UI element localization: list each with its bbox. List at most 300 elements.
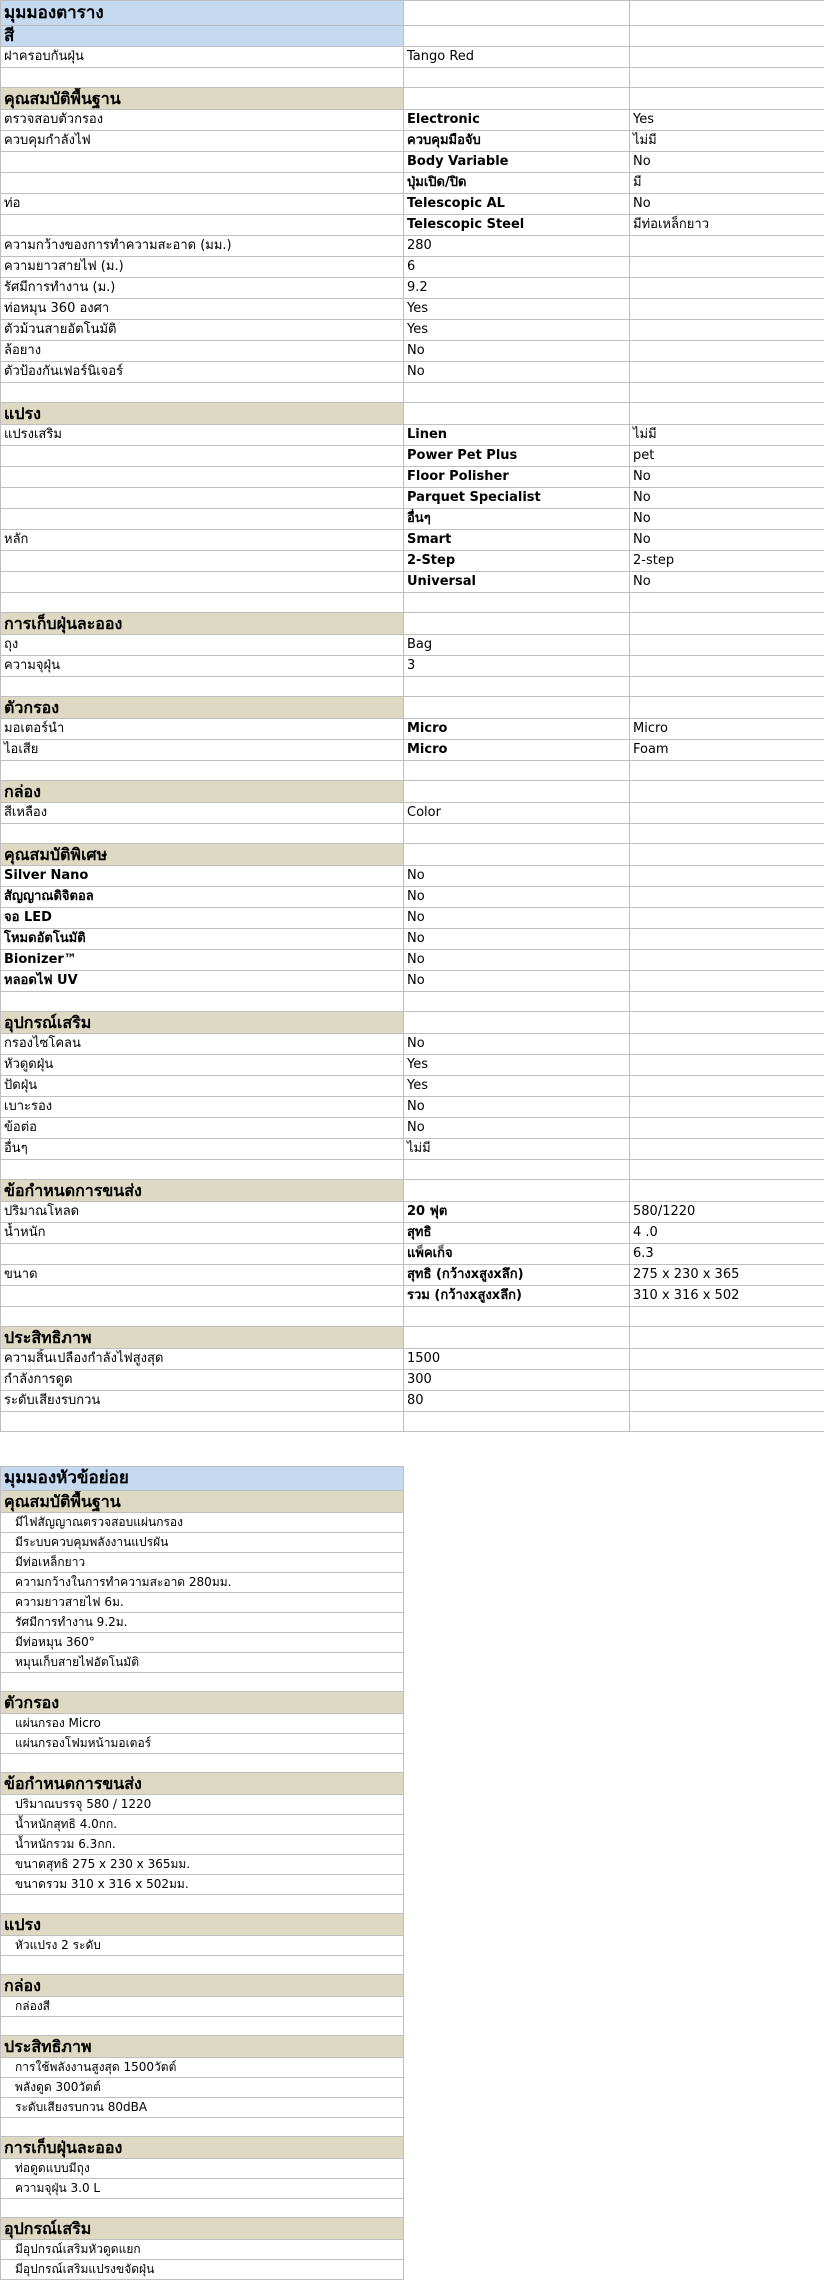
row-detail-cell[interactable]: No <box>630 152 824 173</box>
subtopic-item-cell[interactable]: หมุนเก็บสายไฟอัตโนมัติ <box>1 1653 404 1673</box>
row-value-cell[interactable]: 1500 <box>404 1349 630 1370</box>
row-detail-cell[interactable] <box>630 1412 824 1432</box>
row-label-cell[interactable]: รัศมีการทำงาน (ม.) <box>1 278 404 299</box>
subtopic-section-header[interactable]: ตัวกรอง <box>1 1692 404 1714</box>
table-row <box>1 341 824 362</box>
section-header[interactable]: คุณสมบัติพิเศษ <box>1 844 404 866</box>
row-detail-cell[interactable] <box>630 1034 824 1055</box>
subtopic-section-header-row <box>1 1975 404 1997</box>
row-detail-cell[interactable] <box>630 278 824 299</box>
row-value-cell[interactable] <box>404 593 630 613</box>
row-detail-cell[interactable]: Micro <box>630 719 824 740</box>
row-label-cell[interactable]: ขนาด <box>1 1265 404 1286</box>
subtopic-item-cell[interactable] <box>1 1754 404 1773</box>
row-label-cell[interactable]: กรองไซโคลน <box>1 1034 404 1055</box>
row-value-cell[interactable]: สุทธิ (กว้างxสูงxลึก) <box>404 1265 630 1286</box>
row-value-cell[interactable]: Tango Red <box>404 47 630 68</box>
row-detail-cell[interactable] <box>630 656 824 677</box>
row-detail-cell[interactable] <box>630 47 824 68</box>
row-value-cell[interactable]: ควบคุมมือจับ <box>404 131 630 152</box>
row-detail-cell[interactable] <box>630 68 824 88</box>
row-value-cell[interactable]: Yes <box>404 299 630 320</box>
subtopic-section-header[interactable]: การเก็บฝุ่นละออง <box>1 2137 404 2159</box>
row-value-cell[interactable] <box>404 824 630 844</box>
empty-cell[interactable] <box>404 26 630 47</box>
row-detail-cell[interactable] <box>630 908 824 929</box>
empty-cell[interactable] <box>404 844 630 866</box>
row-detail-cell[interactable] <box>630 866 824 887</box>
subtopic-item-cell[interactable]: ความยาวสายไฟ 6ม. <box>1 1593 404 1613</box>
row-label-cell[interactable] <box>1 446 404 467</box>
row-label-cell[interactable]: ปริมาณโหลด <box>1 1202 404 1223</box>
table-row <box>1 1076 824 1097</box>
section-header[interactable]: ประสิทธิภาพ <box>1 1327 404 1349</box>
subtopic-section-header[interactable]: ข้อกำหนดการขนส่ง <box>1 1773 404 1795</box>
empty-cell[interactable] <box>404 1180 630 1202</box>
row-detail-cell[interactable] <box>630 383 824 403</box>
row-label-cell[interactable]: Silver Nano <box>1 866 404 887</box>
section-header[interactable]: การเก็บฝุ่นละออง <box>1 613 404 635</box>
row-label-cell[interactable] <box>1 215 404 236</box>
row-label-cell[interactable]: หัวดูดฝุ่น <box>1 1055 404 1076</box>
subtopic-section-header-row <box>1 1491 404 1513</box>
row-value-cell[interactable]: No <box>404 1034 630 1055</box>
subtopic-view <box>0 1466 404 2280</box>
empty-cell[interactable] <box>630 1327 824 1349</box>
row-value-cell[interactable]: ไม่มี <box>404 1139 630 1160</box>
row-value-cell[interactable]: Yes <box>404 320 630 341</box>
row-detail-cell[interactable] <box>630 1307 824 1327</box>
subtopic-item-cell[interactable]: ท่อดูดแบบมีถุง <box>1 2159 404 2179</box>
empty-cell[interactable] <box>630 697 824 719</box>
row-detail-cell[interactable]: Yes <box>630 110 824 131</box>
table-row <box>1 362 824 383</box>
section-header[interactable]: ข้อกำหนดการขนส่ง <box>1 1180 404 1202</box>
row-detail-cell[interactable] <box>630 1349 824 1370</box>
subtopic-section-header[interactable]: อุปกรณ์เสริม <box>1 2218 404 2240</box>
row-detail-cell[interactable]: No <box>630 467 824 488</box>
row-value-cell[interactable]: 300 <box>404 1370 630 1391</box>
row-value-cell[interactable]: 280 <box>404 236 630 257</box>
empty-cell[interactable] <box>630 403 824 425</box>
row-label-cell[interactable]: หลอดไฟ UV <box>1 971 404 992</box>
row-value-cell[interactable]: Telescopic Steel <box>404 215 630 236</box>
table-view-title[interactable]: มุมมองตาราง <box>1 1 404 26</box>
section-header-row <box>1 88 824 110</box>
empty-cell[interactable] <box>630 613 824 635</box>
empty-cell[interactable] <box>404 1012 630 1034</box>
row-label-cell[interactable] <box>1 572 404 593</box>
row-detail-cell[interactable] <box>630 1160 824 1180</box>
row-value-cell[interactable]: Body Variable <box>404 152 630 173</box>
row-value-cell[interactable]: 3 <box>404 656 630 677</box>
row-value-cell[interactable]: No <box>404 929 630 950</box>
empty-cell[interactable] <box>630 88 824 110</box>
row-detail-cell[interactable]: 4 .0 <box>630 1223 824 1244</box>
row-detail-cell[interactable]: 6.3 <box>630 1244 824 1265</box>
row-label-cell[interactable]: ตรวจสอบตัวกรอง <box>1 110 404 131</box>
subtopic-item-cell[interactable]: รัศมีการทำงาน 9.2ม. <box>1 1613 404 1633</box>
row-detail-cell[interactable] <box>630 761 824 781</box>
list-item <box>1 1653 404 1673</box>
list-item <box>1 1936 404 1956</box>
row-value-cell[interactable] <box>404 68 630 88</box>
row-value-cell[interactable]: ปุ่มเปิด/ปิด <box>404 173 630 194</box>
row-label-cell[interactable] <box>1 551 404 572</box>
subtopic-item-cell[interactable]: การใช้พลังงานสูงสุด 1500วัตต์ <box>1 2058 404 2078</box>
row-label-cell[interactable]: ความสิ้นเปลืองกำลังไฟสูงสุด <box>1 1349 404 1370</box>
row-value-cell[interactable]: Telescopic AL <box>404 194 630 215</box>
row-label-cell[interactable] <box>1 1160 404 1180</box>
list-item <box>1 1613 404 1633</box>
subtopic-section-header[interactable]: คุณสมบัติพื้นฐาน <box>1 1491 404 1513</box>
row-detail-cell[interactable]: No <box>630 488 824 509</box>
row-detail-cell[interactable]: 580/1220 <box>630 1202 824 1223</box>
row-value-cell[interactable]: Smart <box>404 530 630 551</box>
empty-cell[interactable] <box>630 26 824 47</box>
table-row <box>1 1370 824 1391</box>
row-value-cell[interactable]: Linen <box>404 425 630 446</box>
subtopic-section-header-row <box>1 1692 404 1714</box>
table-row <box>1 824 824 844</box>
section-header-row <box>1 697 824 719</box>
row-value-cell[interactable]: Electronic <box>404 110 630 131</box>
subtopic-item-cell[interactable]: มีไฟสัญญาณตรวจสอบแผ่นกรอง <box>1 1513 404 1533</box>
subtopic-item-cell[interactable]: แผ่นกรอง Micro <box>1 1714 404 1734</box>
row-label-cell[interactable] <box>1 992 404 1012</box>
row-label-cell[interactable] <box>1 1244 404 1265</box>
row-detail-cell[interactable] <box>630 236 824 257</box>
subtopic-section-header-row <box>1 1914 404 1936</box>
row-label-cell[interactable] <box>1 1286 404 1307</box>
row-detail-cell[interactable] <box>630 824 824 844</box>
row-label-cell[interactable]: มอเตอร์นำ <box>1 719 404 740</box>
row-detail-cell[interactable] <box>630 1139 824 1160</box>
row-label-cell[interactable] <box>1 152 404 173</box>
row-label-cell[interactable]: จอ LED <box>1 908 404 929</box>
row-detail-cell[interactable] <box>630 1118 824 1139</box>
subtopic-item-cell[interactable] <box>1 1956 404 1975</box>
row-detail-cell[interactable] <box>630 1391 824 1412</box>
row-value-cell[interactable]: รวม (กว้างxสูงxลึก) <box>404 1286 630 1307</box>
row-detail-cell[interactable]: มี <box>630 173 824 194</box>
row-label-cell[interactable]: ถุง <box>1 635 404 656</box>
row-detail-cell[interactable] <box>630 992 824 1012</box>
empty-cell[interactable] <box>630 781 824 803</box>
section-header-row <box>1 613 824 635</box>
row-label-cell[interactable]: น้ำหนัก <box>1 1223 404 1244</box>
empty-cell[interactable] <box>404 88 630 110</box>
empty-cell[interactable] <box>404 403 630 425</box>
row-label-cell[interactable]: ปัดฝุ่น <box>1 1076 404 1097</box>
list-item <box>1 1895 404 1914</box>
row-value-cell[interactable]: No <box>404 1097 630 1118</box>
row-value-cell[interactable] <box>404 1307 630 1327</box>
row-label-cell[interactable] <box>1 824 404 844</box>
row-value-cell[interactable]: Floor Polisher <box>404 467 630 488</box>
row-detail-cell[interactable] <box>630 1055 824 1076</box>
row-value-cell[interactable]: 9.2 <box>404 278 630 299</box>
row-value-cell[interactable]: No <box>404 341 630 362</box>
subtopic-item-cell[interactable]: มีอุปกรณ์เสริมแปรงขจัดฝุ่น <box>1 2260 404 2280</box>
table-row <box>1 383 824 403</box>
row-value-cell[interactable]: Yes <box>404 1076 630 1097</box>
subtopic-section-header[interactable]: ประสิทธิภาพ <box>1 2036 404 2058</box>
row-label-cell[interactable]: ไอเสีย <box>1 740 404 761</box>
subtopic-item-cell[interactable]: มีอุปกรณ์เสริมหัวดูดแยก <box>1 2240 404 2260</box>
list-item <box>1 1815 404 1835</box>
row-label-cell[interactable] <box>1 173 404 194</box>
row-value-cell[interactable]: Parquet Specialist <box>404 488 630 509</box>
row-detail-cell[interactable] <box>630 1076 824 1097</box>
subtopic-item-cell[interactable]: ปริมาณบรรจุ 580 / 1220 <box>1 1795 404 1815</box>
table-row <box>1 278 824 299</box>
row-label-cell[interactable]: ความยาวสายไฟ (ม.) <box>1 257 404 278</box>
table-row <box>1 68 824 88</box>
table-row <box>1 1244 824 1265</box>
row-label-cell[interactable]: อื่นๆ <box>1 1139 404 1160</box>
row-label-cell[interactable] <box>1 677 404 697</box>
row-value-cell[interactable] <box>404 677 630 697</box>
row-value-cell[interactable]: สุทธิ <box>404 1223 630 1244</box>
subtopic-item-cell[interactable]: หัวแปรง 2 ระดับ <box>1 1936 404 1956</box>
table-row <box>1 1034 824 1055</box>
row-label-cell[interactable] <box>1 383 404 403</box>
row-detail-cell[interactable] <box>630 887 824 908</box>
table-row <box>1 572 824 593</box>
row-value-cell[interactable]: แพ็คเก็จ <box>404 1244 630 1265</box>
row-detail-cell[interactable] <box>630 677 824 697</box>
row-value-cell[interactable]: 2-Step <box>404 551 630 572</box>
row-detail-cell[interactable] <box>630 635 824 656</box>
list-item <box>1 1533 404 1553</box>
row-detail-cell[interactable]: No <box>630 572 824 593</box>
section-header-row <box>1 1012 824 1034</box>
row-detail-cell[interactable] <box>630 257 824 278</box>
row-value-cell[interactable]: No <box>404 1118 630 1139</box>
row-value-cell[interactable]: No <box>404 971 630 992</box>
row-detail-cell[interactable] <box>630 950 824 971</box>
subtopic-item-cell[interactable]: แผ่นกรองโฟมหน้ามอเตอร์ <box>1 1734 404 1754</box>
subtopic-item-cell[interactable] <box>1 1673 404 1692</box>
list-item <box>1 1553 404 1573</box>
subtopic-item-cell[interactable]: พลังดูด 300วัตต์ <box>1 2078 404 2098</box>
table-row <box>1 299 824 320</box>
table-row <box>1 320 824 341</box>
row-label-cell[interactable] <box>1 467 404 488</box>
table-row <box>1 1412 824 1432</box>
empty-cell[interactable] <box>404 613 630 635</box>
subtopic-item-cell[interactable] <box>1 1895 404 1914</box>
row-detail-cell[interactable] <box>630 320 824 341</box>
row-label-cell[interactable] <box>1 509 404 530</box>
table-row <box>1 173 824 194</box>
row-label-cell[interactable] <box>1 593 404 613</box>
empty-cell[interactable] <box>630 1 824 26</box>
table-row <box>1 1265 824 1286</box>
list-item <box>1 2078 404 2098</box>
section-header[interactable]: แปรง <box>1 403 404 425</box>
empty-cell[interactable] <box>404 697 630 719</box>
section-header[interactable]: สี <box>1 26 404 47</box>
row-value-cell[interactable] <box>404 383 630 403</box>
row-label-cell[interactable]: ตัวป้องกันเฟอร์นิเจอร์ <box>1 362 404 383</box>
row-value-cell[interactable]: 6 <box>404 257 630 278</box>
empty-cell[interactable] <box>404 1 630 26</box>
section-header[interactable]: อุปกรณ์เสริม <box>1 1012 404 1034</box>
table-row <box>1 866 824 887</box>
subtopic-section-header-row <box>1 2218 404 2240</box>
table-row <box>1 950 824 971</box>
empty-cell[interactable] <box>630 844 824 866</box>
table-row <box>1 1097 824 1118</box>
table-row <box>1 1307 824 1327</box>
row-value-cell[interactable]: 80 <box>404 1391 630 1412</box>
section-header[interactable]: คุณสมบัติพื้นฐาน <box>1 88 404 110</box>
table-row <box>1 446 824 467</box>
row-label-cell[interactable] <box>1 1307 404 1327</box>
section-header[interactable]: กล่อง <box>1 781 404 803</box>
row-label-cell[interactable]: สัญญาณดิจิตอล <box>1 887 404 908</box>
row-value-cell[interactable] <box>404 761 630 781</box>
list-item <box>1 2159 404 2179</box>
list-item <box>1 1633 404 1653</box>
row-label-cell[interactable]: กำลังการดูด <box>1 1370 404 1391</box>
subtopic-section-header[interactable]: แปรง <box>1 1914 404 1936</box>
table-row <box>1 110 824 131</box>
row-detail-cell[interactable] <box>630 593 824 613</box>
row-label-cell[interactable]: ท่อหมุน 360 องศา <box>1 299 404 320</box>
row-detail-cell[interactable]: ไม่มี <box>630 425 824 446</box>
subtopic-item-cell[interactable]: มีระบบควบคุมพลังงานแปรผัน <box>1 1533 404 1553</box>
row-detail-cell[interactable]: 310 x 316 x 502 <box>630 1286 824 1307</box>
row-detail-cell[interactable]: No <box>630 194 824 215</box>
row-label-cell[interactable]: Bionizer™ <box>1 950 404 971</box>
subtopic-item-cell[interactable]: น้ำหนักรวม 6.3กก. <box>1 1835 404 1855</box>
table-row <box>1 236 824 257</box>
row-label-cell[interactable]: โหมดอัตโนมัติ <box>1 929 404 950</box>
list-item <box>1 1997 404 2017</box>
row-detail-cell[interactable]: No <box>630 509 824 530</box>
section-header[interactable]: ตัวกรอง <box>1 697 404 719</box>
row-label-cell[interactable]: หลัก <box>1 530 404 551</box>
row-label-cell[interactable]: ล้อยาง <box>1 341 404 362</box>
list-item <box>1 1835 404 1855</box>
subtopic-item-cell[interactable] <box>1 2017 404 2036</box>
row-value-cell[interactable]: No <box>404 950 630 971</box>
subtopic-item-cell[interactable]: ความกว้างในการทำความสะอาด 280มม. <box>1 1573 404 1593</box>
row-label-cell[interactable]: เบาะรอง <box>1 1097 404 1118</box>
row-label-cell[interactable]: ตัวม้วนสายอัตโนมัติ <box>1 320 404 341</box>
row-value-cell[interactable]: Micro <box>404 740 630 761</box>
row-label-cell[interactable]: ข้อต่อ <box>1 1118 404 1139</box>
row-detail-cell[interactable] <box>630 803 824 824</box>
row-detail-cell[interactable] <box>630 299 824 320</box>
row-detail-cell[interactable]: ไม่มี <box>630 131 824 152</box>
row-value-cell[interactable]: No <box>404 887 630 908</box>
row-value-cell[interactable] <box>404 1412 630 1432</box>
row-value-cell[interactable]: Power Pet Plus <box>404 446 630 467</box>
row-detail-cell[interactable] <box>630 929 824 950</box>
empty-cell[interactable] <box>404 1327 630 1349</box>
subtopic-item-cell[interactable]: ระดับเสียงรบกวน 80dBA <box>1 2098 404 2118</box>
row-value-cell[interactable]: อื่นๆ <box>404 509 630 530</box>
row-label-cell[interactable]: ความจุฝุ่น <box>1 656 404 677</box>
row-label-cell[interactable]: ฝาครอบกันฝุ่น <box>1 47 404 68</box>
subtopic-item-cell[interactable]: ขนาดสุทธิ 275 x 230 x 365มม. <box>1 1855 404 1875</box>
row-value-cell[interactable]: Bag <box>404 635 630 656</box>
row-value-cell[interactable]: No <box>404 866 630 887</box>
row-detail-cell[interactable]: 2-step <box>630 551 824 572</box>
row-label-cell[interactable]: ควบคุมกำลังไฟ <box>1 131 404 152</box>
subtopic-item-cell[interactable] <box>1 2199 404 2218</box>
row-detail-cell[interactable]: มีท่อเหล็กยาว <box>630 215 824 236</box>
empty-cell[interactable] <box>404 781 630 803</box>
row-value-cell[interactable]: No <box>404 908 630 929</box>
row-label-cell[interactable] <box>1 488 404 509</box>
subtopic-section-header-row <box>1 2137 404 2159</box>
row-detail-cell[interactable]: No <box>630 530 824 551</box>
row-detail-cell[interactable]: 275 x 230 x 365 <box>630 1265 824 1286</box>
list-item <box>1 1855 404 1875</box>
empty-cell[interactable] <box>630 1180 824 1202</box>
subtopic-item-cell[interactable]: ความจุฝุ่น 3.0 L <box>1 2179 404 2199</box>
subtopic-item-cell[interactable]: ขนาดรวม 310 x 316 x 502มม. <box>1 1875 404 1895</box>
table-row <box>1 1391 824 1412</box>
subtopic-view-title[interactable]: มุมมองหัวข้อย่อย <box>1 1467 404 1491</box>
subtopic-item-cell[interactable] <box>1 2118 404 2137</box>
table-row <box>1 761 824 781</box>
row-value-cell[interactable]: Universal <box>404 572 630 593</box>
subtopic-item-cell[interactable]: กล่องสี <box>1 1997 404 2017</box>
row-value-cell[interactable] <box>404 992 630 1012</box>
row-detail-cell[interactable]: pet <box>630 446 824 467</box>
list-item <box>1 2058 404 2078</box>
row-value-cell[interactable]: Yes <box>404 1055 630 1076</box>
section-header-row <box>1 403 824 425</box>
empty-cell[interactable] <box>630 1012 824 1034</box>
subtopic-item-cell[interactable]: น้ำหนักสุทธิ 4.0กก. <box>1 1815 404 1835</box>
row-label-cell[interactable]: ความกว้างของการทำความสะอาด (มม.) <box>1 236 404 257</box>
row-detail-cell[interactable] <box>630 971 824 992</box>
row-label-cell[interactable] <box>1 761 404 781</box>
row-label-cell[interactable]: สีเหลือง <box>1 803 404 824</box>
subtopic-item-cell[interactable]: มีท่อเหล็กยาว <box>1 1553 404 1573</box>
row-detail-cell[interactable] <box>630 341 824 362</box>
table-row <box>1 635 824 656</box>
row-detail-cell[interactable] <box>630 1370 824 1391</box>
row-value-cell[interactable] <box>404 1160 630 1180</box>
row-value-cell[interactable]: No <box>404 362 630 383</box>
row-detail-cell[interactable]: Foam <box>630 740 824 761</box>
row-label-cell[interactable]: แปรงเสริม <box>1 425 404 446</box>
row-detail-cell[interactable] <box>630 362 824 383</box>
row-value-cell[interactable]: Color <box>404 803 630 824</box>
row-label-cell[interactable]: ท่อ <box>1 194 404 215</box>
row-detail-cell[interactable] <box>630 1097 824 1118</box>
subtopic-item-cell[interactable]: มีท่อหมุน 360° <box>1 1633 404 1653</box>
row-value-cell[interactable]: 20 ฟุต <box>404 1202 630 1223</box>
list-item <box>1 2240 404 2260</box>
list-item <box>1 2098 404 2118</box>
table-row <box>1 530 824 551</box>
row-label-cell[interactable]: ระดับเสียงรบกวน <box>1 1391 404 1412</box>
row-label-cell[interactable] <box>1 1412 404 1432</box>
section-header-row <box>1 781 824 803</box>
subtopic-section-header[interactable]: กล่อง <box>1 1975 404 1997</box>
row-value-cell[interactable]: Micro <box>404 719 630 740</box>
row-label-cell[interactable] <box>1 68 404 88</box>
